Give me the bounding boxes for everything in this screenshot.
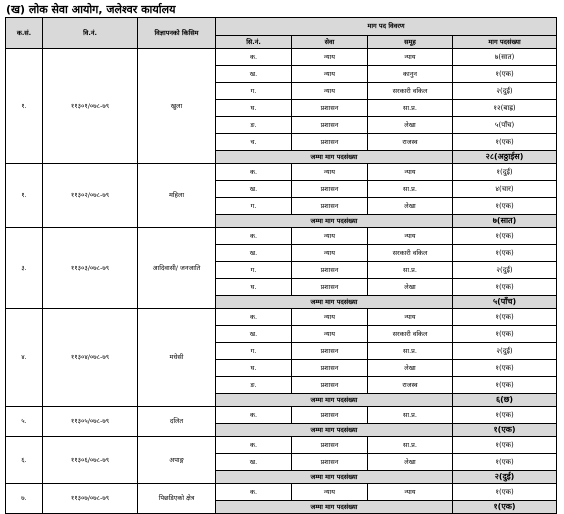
row-group: सरकारी वकिल: [368, 83, 453, 100]
row-service: प्रशासन: [292, 181, 368, 198]
section-ad-no: ११३०६/०७८-७९: [43, 437, 138, 484]
vacancy-table: [5, 17, 557, 514]
row-service: प्रशासन: [292, 198, 368, 215]
row-group: न्याय: [368, 228, 453, 245]
row-sub-serial: च.: [216, 134, 292, 151]
row-sub-serial: ख.: [216, 454, 292, 471]
total-label: जम्मा माग पदसंख्या: [216, 394, 453, 407]
row-sub-serial: ख.: [216, 245, 292, 262]
row-group: लेखा: [368, 117, 453, 134]
table-row: [6, 484, 557, 501]
row-sub-serial: ग.: [216, 343, 292, 360]
row-group: सा.प्र.: [368, 181, 453, 198]
row-count: २(दुई): [453, 83, 557, 100]
section-serial: १.: [6, 49, 43, 164]
row-group: सा.प्र.: [368, 437, 453, 454]
row-sub-serial: ग.: [216, 83, 292, 100]
row-count: १(एक): [453, 66, 557, 83]
row-count: ५(पाँच): [453, 117, 557, 134]
row-service: प्रशासन: [292, 117, 368, 134]
row-group: सा.प्र.: [368, 407, 453, 424]
row-group: राजस्व: [368, 377, 453, 394]
section-ad-no: ११३०२/०७८-७९: [43, 164, 138, 228]
header-category: विज्ञापनको किसिम: [138, 18, 216, 49]
section-serial: ४.: [6, 309, 43, 407]
row-sub-serial: क.: [216, 484, 292, 501]
row-sub-serial: क.: [216, 164, 292, 181]
row-sub-serial: ख.: [216, 181, 292, 198]
row-group: न्याय: [368, 164, 453, 181]
row-count: १(एक): [453, 198, 557, 215]
row-service: न्याय: [292, 245, 368, 262]
row-count: २(दुई): [453, 343, 557, 360]
row-group: सा.प्र.: [368, 262, 453, 279]
total-count: १(एक): [453, 501, 557, 514]
header-ad-no: वि.नं.: [43, 18, 138, 49]
total-label: जम्मा माग पदसंख्या: [216, 471, 453, 484]
row-sub-serial: ङ.: [216, 377, 292, 394]
row-group: लेखा: [368, 279, 453, 296]
row-sub-serial: ग.: [216, 262, 292, 279]
row-service: न्याय: [292, 228, 368, 245]
row-service: न्याय: [292, 164, 368, 181]
section-ad-no: ११३०१/०७८-७९: [43, 49, 138, 164]
section-ad-no: ११३०४/०७८-७९: [43, 309, 138, 407]
row-count: १(एक): [453, 407, 557, 424]
row-count: १(एक): [453, 454, 557, 471]
table-row: [6, 228, 557, 245]
row-count: १(एक): [453, 377, 557, 394]
row-service: न्याय: [292, 66, 368, 83]
row-service: न्याय: [292, 309, 368, 326]
row-sub-serial: घ.: [216, 279, 292, 296]
row-service: प्रशासन: [292, 377, 368, 394]
total-label: जम्मा माग पदसंख्या: [216, 501, 453, 514]
row-group: न्याय: [368, 49, 453, 66]
row-count: १(एक): [453, 279, 557, 296]
row-service: प्रशासन: [292, 360, 368, 377]
row-count: ४(चार): [453, 181, 557, 198]
row-group: लेखा: [368, 198, 453, 215]
row-group: सरकारी वकिल: [368, 245, 453, 262]
row-service: प्रशासन: [292, 343, 368, 360]
total-count: २(दुई): [453, 471, 557, 484]
row-count: २(दुई): [453, 262, 557, 279]
row-service: न्याय: [292, 83, 368, 100]
total-label: जम्मा माग पदसंख्या: [216, 215, 453, 228]
row-sub-serial: क.: [216, 407, 292, 424]
total-count: ७(सात): [453, 215, 557, 228]
row-count: १(दुई): [453, 164, 557, 181]
section-category: आदिवासी/ जनजाति: [138, 228, 216, 309]
row-sub-serial: घ.: [216, 360, 292, 377]
table-row: [6, 49, 557, 66]
row-group: लेखा: [368, 454, 453, 471]
row-group: सा.प्र.: [368, 100, 453, 117]
header-service: सेवा: [292, 36, 368, 49]
section-ad-no: ११३०३/०७८-७९: [43, 228, 138, 309]
header-group: समूह: [368, 36, 453, 49]
total-count: ६(छ): [453, 394, 557, 407]
row-sub-serial: क.: [216, 49, 292, 66]
row-sub-serial: ख.: [216, 326, 292, 343]
section-category: खुला: [138, 49, 216, 164]
table-row: [6, 407, 557, 424]
table-row: [6, 309, 557, 326]
row-sub-serial: ङ.: [216, 117, 292, 134]
total-label: जम्मा माग पदसंख्या: [216, 151, 453, 164]
table-row: [6, 437, 557, 454]
row-service: प्रशासन: [292, 100, 368, 117]
header-sub-serial: सि.नं.: [216, 36, 292, 49]
row-count: १(एक): [453, 245, 557, 262]
section-serial: ३.: [6, 228, 43, 309]
row-sub-serial: ग.: [216, 198, 292, 215]
header-demand-group: माग पद विवरण: [216, 18, 557, 36]
row-sub-serial: क.: [216, 309, 292, 326]
row-service: न्याय: [292, 49, 368, 66]
section-ad-no: ११३०५/०७८-७९: [43, 407, 138, 437]
row-group: न्याय: [368, 484, 453, 501]
row-count: १२(बाह्र): [453, 100, 557, 117]
section-category: महिला: [138, 164, 216, 228]
header-count: माग पदसंख्या: [453, 36, 557, 49]
row-count: १(एक): [453, 484, 557, 501]
section-serial: ७.: [6, 484, 43, 514]
row-sub-serial: क.: [216, 437, 292, 454]
section-category: दलित: [138, 407, 216, 437]
row-sub-serial: क.: [216, 228, 292, 245]
table-row: [6, 164, 557, 181]
total-count: ५(पाँच): [453, 296, 557, 309]
table-body: [6, 49, 557, 514]
row-service: प्रशासन: [292, 134, 368, 151]
row-group: सा.प्र.: [368, 343, 453, 360]
row-group: राजस्व: [368, 134, 453, 151]
section-category: पिछडिएको क्षेत्र: [138, 484, 216, 514]
row-service: न्याय: [292, 326, 368, 343]
total-label: जम्मा माग पदसंख्या: [216, 296, 453, 309]
row-count: १(एक): [453, 360, 557, 377]
section-category: अपाङ्ग: [138, 437, 216, 484]
row-count: ७(सात): [453, 49, 557, 66]
row-service: प्रशासन: [292, 279, 368, 296]
row-service: न्याय: [292, 484, 368, 501]
section-category: मधेसी: [138, 309, 216, 407]
section-serial: ५.: [6, 407, 43, 437]
row-service: प्रशासन: [292, 407, 368, 424]
section-serial: १.: [6, 164, 43, 228]
row-service: प्रशासन: [292, 262, 368, 279]
header-serial: क.सं.: [6, 18, 43, 49]
total-label: जम्मा माग पदसंख्या: [216, 424, 453, 437]
row-count: १(एक): [453, 437, 557, 454]
row-count: १(एक): [453, 228, 557, 245]
row-group: सरकारी वकिल: [368, 326, 453, 343]
row-service: प्रशासन: [292, 437, 368, 454]
row-service: प्रशासन: [292, 454, 368, 471]
row-count: १(एक): [453, 326, 557, 343]
row-group: न्याय: [368, 309, 453, 326]
total-count: १(एक): [453, 424, 557, 437]
section-serial: ६.: [6, 437, 43, 484]
row-group: कानुन: [368, 66, 453, 83]
row-sub-serial: ख.: [216, 66, 292, 83]
row-count: १(एक): [453, 134, 557, 151]
row-sub-serial: घ.: [216, 100, 292, 117]
row-count: १(एक): [453, 309, 557, 326]
page-title: (ख) लोक सेवा आयोग, जलेश्वर कार्यालय: [6, 3, 176, 16]
row-group: लेखा: [368, 360, 453, 377]
section-ad-no: ११३०७/०७८-७९: [43, 484, 138, 514]
total-count: २८(अठ्ठाईस): [453, 151, 557, 164]
